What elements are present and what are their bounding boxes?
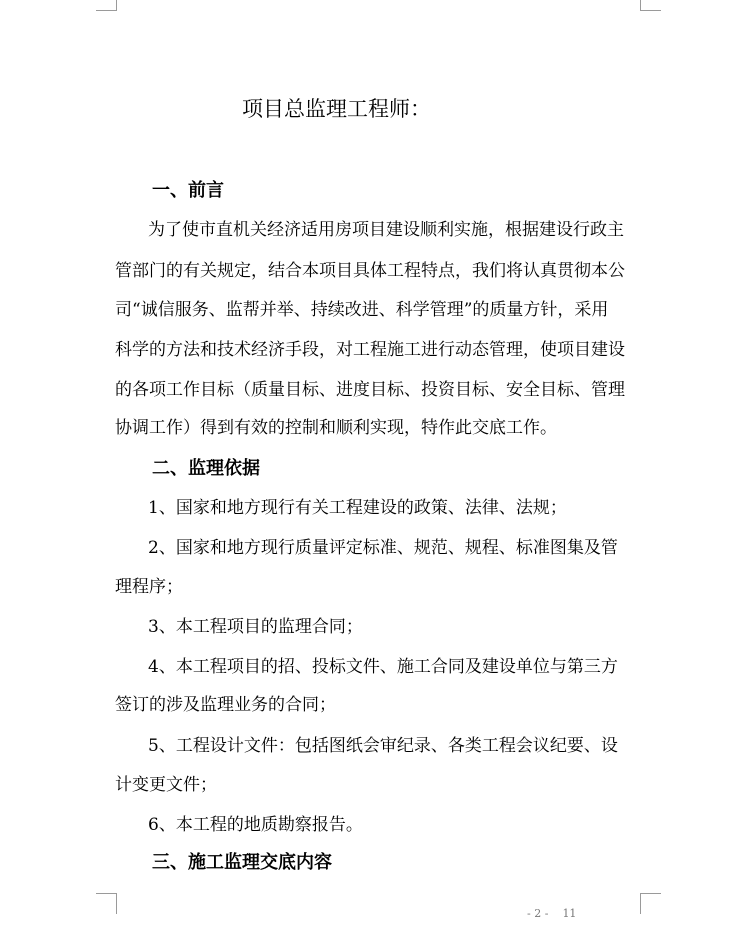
paragraph-line: 司“诚信服务、监帮并举、持续改进、科学管理”的质量方针，采用 [115, 300, 609, 320]
document-title: 项目总监理工程师： [242, 97, 431, 121]
list-item: 1、国家和地方现行有关工程建设的政策、法律、法规； [148, 498, 567, 518]
page-footer [527, 907, 576, 920]
page-number: - 2 - [527, 907, 549, 920]
paragraph-line: 的各项工作目标（质量目标、进度目标、投资目标、安全目标、管理 [115, 380, 625, 400]
corner-mark-bottom-left [96, 893, 117, 914]
section-heading-supervision-content: 三、施工监理交底内容 [152, 852, 332, 873]
list-item: 4、本工程项目的招、投标文件、施工合同及建设单位与第三方 [148, 657, 618, 677]
paragraph-line: 管部门的有关规定，结合本项目具体工程特点，我们将认真贯彻本公 [115, 261, 625, 281]
total-pages: 11 [562, 907, 577, 920]
corner-mark-top-right [640, 0, 661, 11]
section-heading-basis: 二、监理依据 [152, 458, 260, 479]
list-item: 5、工程设计文件：包括图纸会审纪录、各类工程会议纪要、设 [148, 736, 618, 756]
list-item-continuation: 理程序； [115, 577, 183, 597]
list-item: 2、国家和地方现行质量评定标准、规范、规程、标准图集及管 [148, 538, 618, 558]
list-item: 3、本工程项目的监理合同； [148, 617, 363, 637]
list-item-continuation: 计变更文件； [115, 775, 217, 795]
paragraph-line: 科学的方法和技术经济手段，对工程施工进行动态管理，使项目建设 [115, 340, 625, 360]
corner-mark-bottom-right [640, 893, 661, 914]
list-item-continuation: 签订的涉及监理业务的合同； [115, 695, 336, 715]
corner-mark-top-left [96, 0, 117, 11]
section-heading-preface: 一、前言 [152, 180, 224, 201]
paragraph-line: 协调工作）得到有效的控制和顺利实现，特作此交底工作。 [115, 418, 557, 438]
list-item: 6、本工程的地质勘察报告。 [148, 815, 363, 835]
paragraph-line: 为了使市直机关经济适用房项目建设顺利实施，根据建设行政主 [148, 220, 624, 240]
